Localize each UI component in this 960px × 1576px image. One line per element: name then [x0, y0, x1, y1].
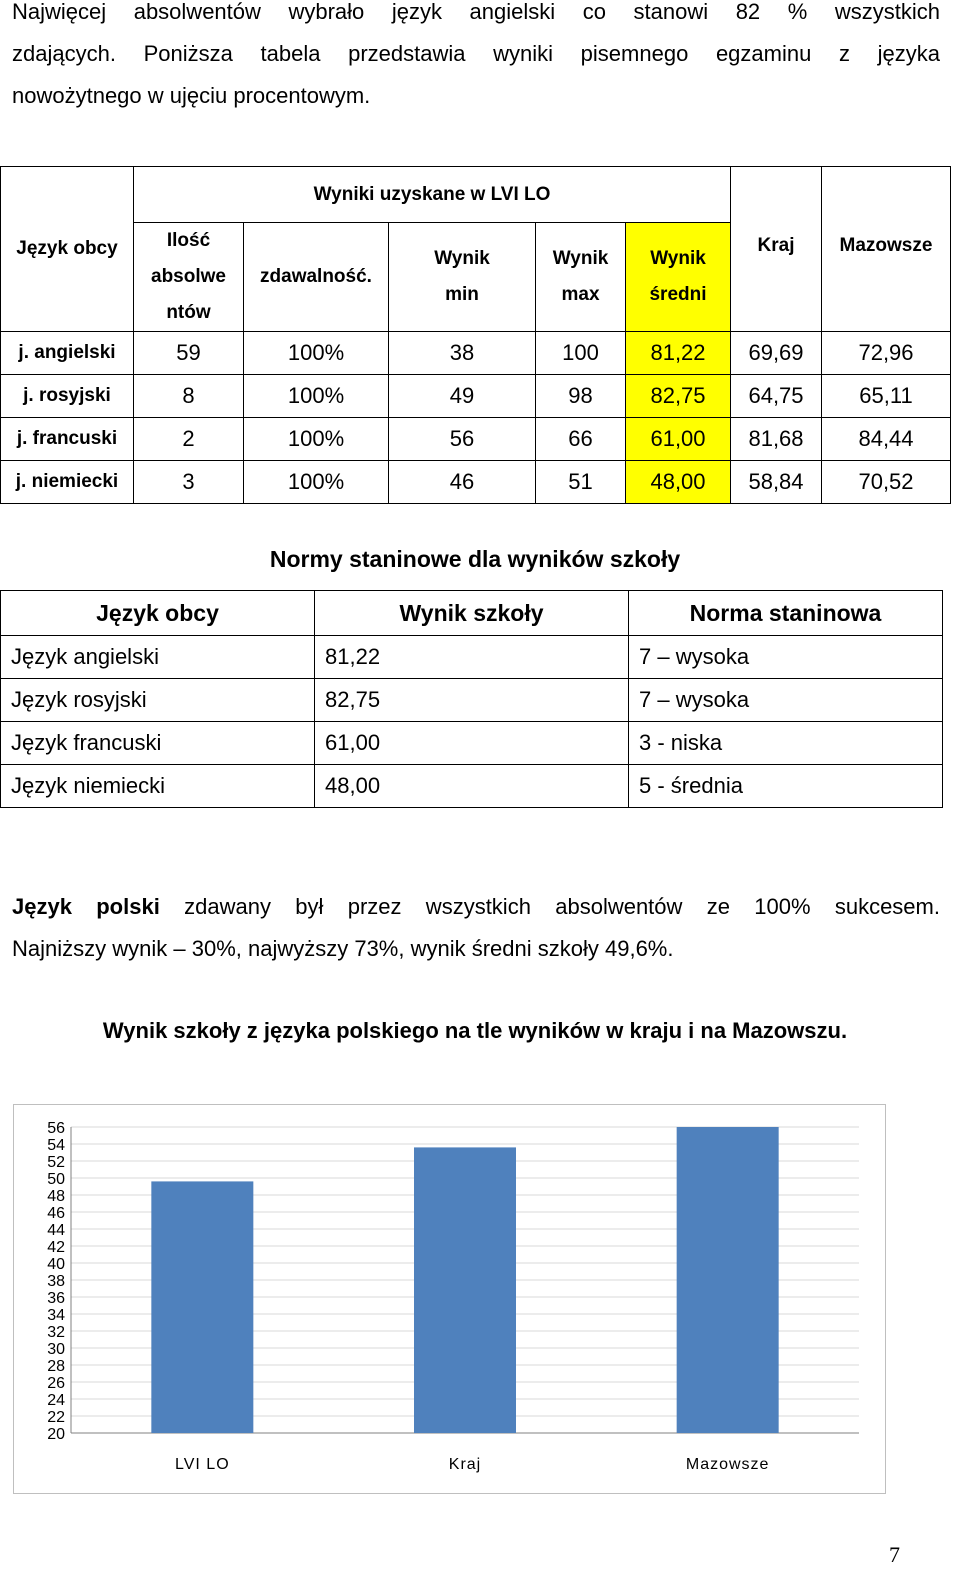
polish-bold-label: Język polski	[12, 894, 160, 919]
x-category-label: Kraj	[448, 1456, 482, 1473]
polish-line-2: Najniższy wynik – 30%, najwyższy 73%, wynik średni szkoły 49,6%.	[12, 936, 674, 961]
polish-line-1	[12, 886, 940, 928]
norms-score: 61,00	[315, 722, 629, 765]
y-tick-label: 30	[47, 1341, 65, 1358]
row-region: 70,52	[822, 461, 951, 504]
header-max: Wynik max	[536, 223, 626, 332]
y-tick-label: 56	[47, 1120, 65, 1137]
row-avg: 81,22	[626, 332, 731, 375]
norms-stanine: 7 – wysoka	[629, 636, 943, 679]
row-max: 98	[536, 375, 626, 418]
norms-table-title: Normy staninowe dla wyników szkoły	[269, 546, 681, 572]
bar	[151, 1181, 253, 1433]
norms-language: Język niemiecki	[1, 765, 315, 808]
y-tick-label: 54	[47, 1137, 65, 1154]
y-tick-label: 48	[47, 1188, 65, 1205]
table-row	[1, 418, 951, 461]
norms-header-score: Wynik szkoły	[315, 591, 629, 636]
bar	[414, 1147, 516, 1433]
norms-language: Język rosyjski	[1, 679, 315, 722]
norms-language: Język francuski	[1, 722, 315, 765]
row-min: 49	[389, 375, 536, 418]
norms-table	[0, 590, 943, 808]
row-count: 59	[134, 332, 244, 375]
row-pass-rate: 100%	[244, 418, 389, 461]
row-avg: 82,75	[626, 375, 731, 418]
norms-score: 81,22	[315, 636, 629, 679]
polish-paragraph	[12, 886, 940, 970]
table-row	[1, 636, 943, 679]
y-tick-label: 26	[47, 1375, 65, 1392]
row-pass-rate: 100%	[244, 461, 389, 504]
row-avg: 48,00	[626, 461, 731, 504]
intro-paragraph	[12, 0, 940, 117]
header-country: Kraj	[731, 167, 822, 332]
norms-header-language: Język obcy	[1, 591, 315, 636]
norms-score: 82,75	[315, 679, 629, 722]
row-language: j. niemiecki	[1, 461, 134, 504]
row-avg: 61,00	[626, 418, 731, 461]
row-max: 100	[536, 332, 626, 375]
header-language: Język obcy	[1, 167, 134, 332]
table-row	[1, 765, 943, 808]
row-pass-rate: 100%	[244, 375, 389, 418]
y-tick-label: 42	[47, 1239, 65, 1256]
row-min: 46	[389, 461, 536, 504]
norms-stanine: 3 - niska	[629, 722, 943, 765]
row-pass-rate: 100%	[244, 332, 389, 375]
row-region: 72,96	[822, 332, 951, 375]
bar	[677, 1127, 779, 1433]
norms-stanine: 5 - średnia	[629, 765, 943, 808]
table-row	[1, 722, 943, 765]
table-row	[1, 375, 951, 418]
header-region: Mazowsze	[822, 167, 951, 332]
row-region: 65,11	[822, 375, 951, 418]
row-min: 38	[389, 332, 536, 375]
norms-language: Język angielski	[1, 636, 315, 679]
row-language: j. rosyjski	[1, 375, 134, 418]
row-country: 69,69	[731, 332, 822, 375]
intro-line-1: Najwięcej absolwentów wybrało język angielski co stanowi 82 % wszystkich	[12, 0, 940, 24]
y-tick-label: 50	[47, 1171, 65, 1188]
header-avg: Wynik średni	[626, 223, 731, 332]
row-max: 66	[536, 418, 626, 461]
bar-chart	[14, 1105, 885, 1493]
y-tick-label: 22	[47, 1409, 65, 1426]
chart-title: Wynik szkoły z języka polskiego na tle wyników w kraju i na Mazowszu.	[102, 1018, 848, 1043]
header-min: Wynik min	[389, 223, 536, 332]
row-count: 2	[134, 418, 244, 461]
row-country: 64,75	[731, 375, 822, 418]
y-tick-label: 40	[47, 1256, 65, 1273]
y-tick-label: 52	[47, 1154, 65, 1171]
norms-header-row	[1, 591, 943, 636]
row-country: 81,68	[731, 418, 822, 461]
intro-line-2: zdających. Poniższa tabela przedstawia wyniki pisemnego egzaminu z języka	[12, 41, 940, 66]
y-tick-label: 20	[47, 1426, 65, 1443]
row-count: 3	[134, 461, 244, 504]
row-count: 8	[134, 375, 244, 418]
norms-score: 48,00	[315, 765, 629, 808]
table-row	[1, 332, 951, 375]
x-category-label: Mazowsze	[685, 1456, 770, 1473]
table-row	[1, 461, 951, 504]
y-tick-label: 38	[47, 1273, 65, 1290]
row-language: j. francuski	[1, 418, 134, 461]
header-count: Ilość absolwe ntów	[134, 223, 244, 332]
results-table	[0, 166, 951, 504]
y-tick-label: 46	[47, 1205, 65, 1222]
intro-line-3: nowożytnego w ujęciu procentowym.	[12, 83, 371, 108]
x-category-label: LVI LO	[175, 1456, 230, 1473]
y-tick-label: 28	[47, 1358, 65, 1375]
norms-stanine: 7 – wysoka	[629, 679, 943, 722]
page-number: 7	[889, 1542, 900, 1567]
y-tick-label: 32	[47, 1324, 65, 1341]
table-row	[1, 679, 943, 722]
y-tick-label: 24	[47, 1392, 65, 1409]
header-pass-rate: zdawalność.	[244, 223, 389, 332]
polish-line-1-rest: zdawany był przez wszystkich absolwentów ze 100% sukcesem.	[184, 894, 940, 919]
norms-header-stanine: Norma staninowa	[629, 591, 943, 636]
row-min: 56	[389, 418, 536, 461]
row-language: j. angielski	[1, 332, 134, 375]
y-tick-label: 34	[47, 1307, 65, 1324]
y-tick-label: 36	[47, 1290, 65, 1307]
row-country: 58,84	[731, 461, 822, 504]
chart-frame	[13, 1104, 886, 1494]
y-tick-label: 44	[47, 1222, 65, 1239]
row-max: 51	[536, 461, 626, 504]
header-group-lvi-lo: Wyniki uzyskane w LVI LO	[134, 167, 731, 223]
row-region: 84,44	[822, 418, 951, 461]
